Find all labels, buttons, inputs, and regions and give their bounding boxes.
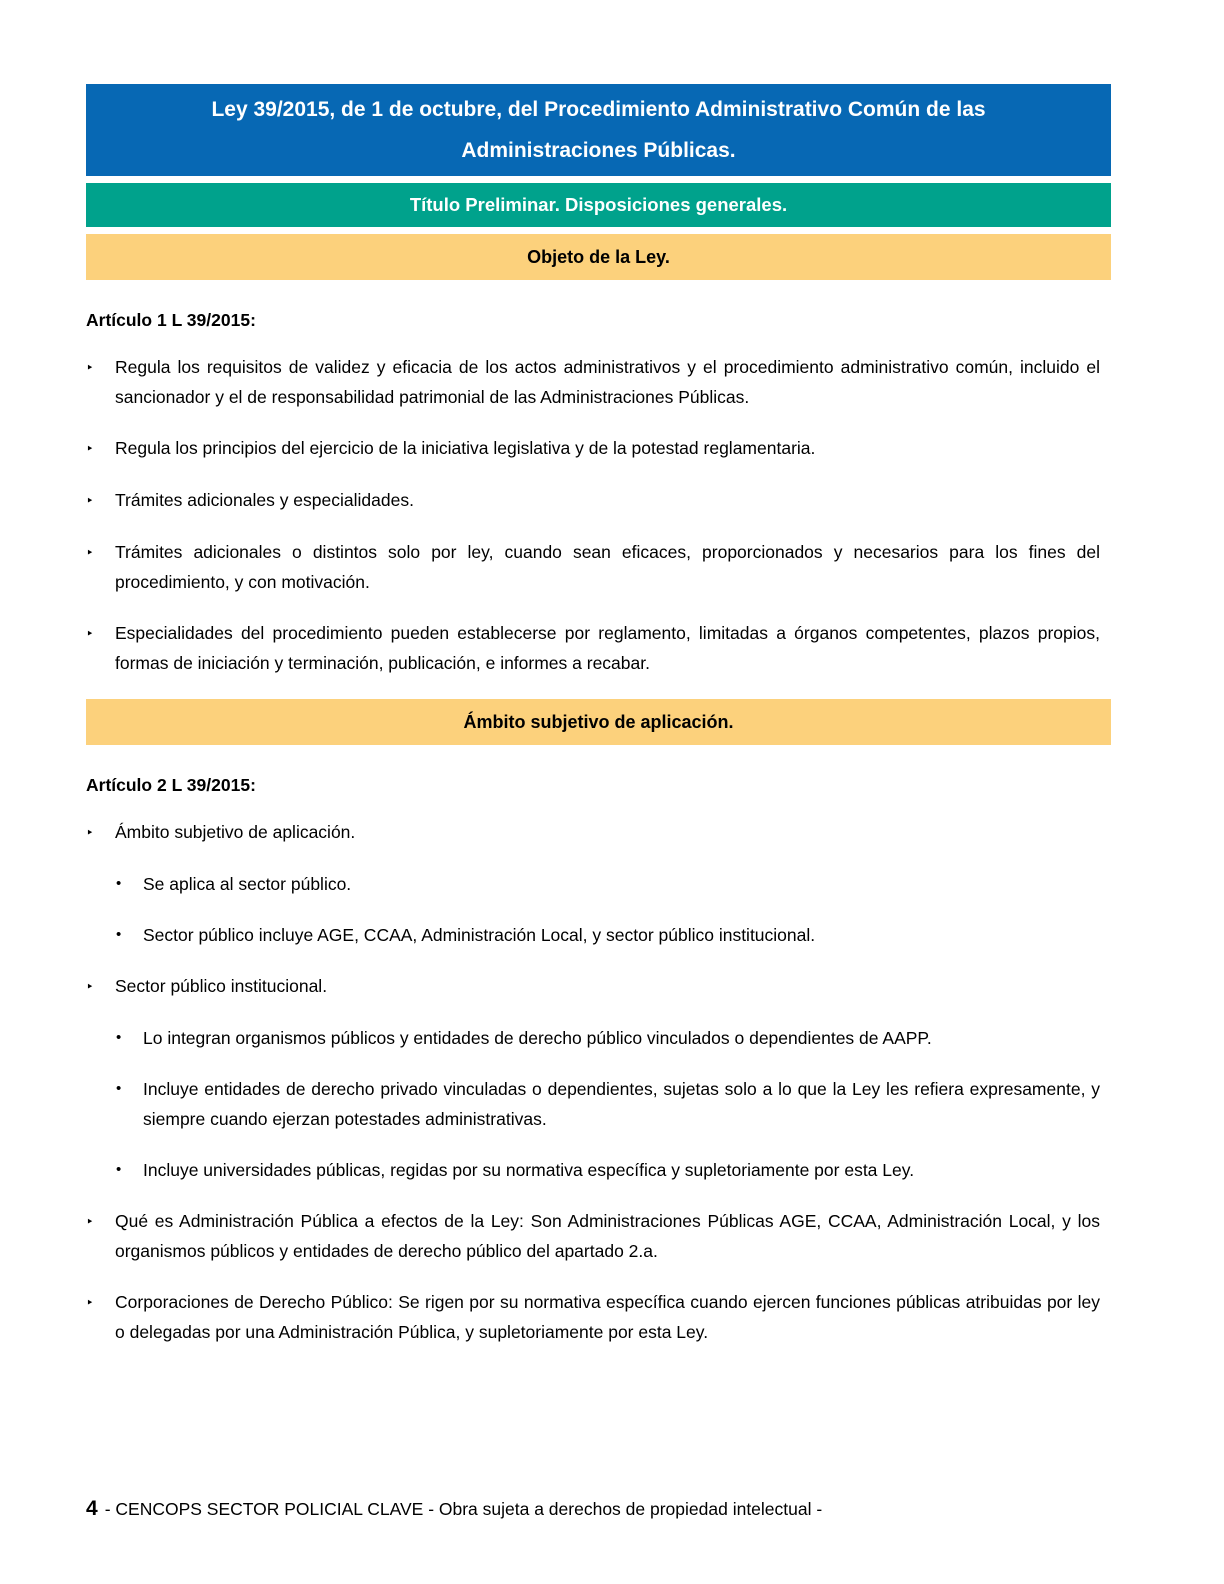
triangle-bullet-icon: ‣ xyxy=(86,825,94,840)
sub-bullet-text: Lo integran organismos públicos y entidades de derecho público vinculados o dependientes de AAPP. xyxy=(143,1028,932,1048)
bullet-text: Trámites adicionales o distintos solo por ley, cuando sean eficaces, proporcionados y necesarios para los fines del procedimiento, y con motivación. xyxy=(115,542,1100,592)
footer-text: - CENCOPS SECTOR POLICIAL CLAVE - Obra sujeta a derechos de propiedad intelectual - xyxy=(104,1499,823,1519)
bullet-text: Sector público institucional. xyxy=(115,976,328,996)
list-item xyxy=(86,1206,1100,1266)
list-item xyxy=(86,1287,1100,1347)
bullet-text: Regula los requisitos de validez y eficacia de los actos administrativos y el procedimiento administrativo común, incluido el sancionador y el de responsabilidad patrimonial de las Administraciones Públicas. xyxy=(115,357,1100,407)
triangle-bullet-icon: ‣ xyxy=(86,626,94,641)
law-title: Ley 39/2015, de 1 de octubre, del Procedimiento Administrativo Común de las Administraciones Públicas. xyxy=(211,98,986,162)
law-title-banner xyxy=(86,84,1111,176)
bullet-text: Qué es Administración Pública a efectos de la Ley: Son Administraciones Públicas AGE, CCAA, Administración Local, y los organismos públicos y entidades de derecho público del apartado 2.a. xyxy=(115,1211,1100,1261)
list-item xyxy=(86,485,1100,516)
triangle-bullet-icon: ‣ xyxy=(86,1214,94,1229)
sub-bullet-list xyxy=(86,1023,1100,1185)
triangle-bullet-icon: ‣ xyxy=(86,545,94,560)
list-item xyxy=(86,433,1100,464)
article1-heading: Artículo 1 L 39/2015: xyxy=(86,310,256,330)
dot-bullet-icon: • xyxy=(116,1161,122,1178)
objeto-de-la-ley-label: Objeto de la Ley. xyxy=(527,247,670,267)
dot-bullet-icon: • xyxy=(116,926,122,943)
sub-list-item xyxy=(116,920,1100,950)
triangle-bullet-icon: ‣ xyxy=(86,1295,94,1310)
triangle-bullet-icon: ‣ xyxy=(86,360,94,375)
triangle-bullet-icon: ‣ xyxy=(86,441,94,456)
ambito-subjetivo-banner xyxy=(86,699,1111,745)
list-item xyxy=(86,971,1100,1185)
triangle-bullet-icon: ‣ xyxy=(86,493,94,508)
sub-list-item xyxy=(116,1023,1100,1053)
article2-heading: Artículo 2 L 39/2015: xyxy=(86,775,256,795)
triangle-bullet-icon: ‣ xyxy=(86,979,94,994)
sub-bullet-text: Sector público incluye AGE, CCAA, Administración Local, y sector público institucional. xyxy=(143,925,816,945)
objeto-de-la-ley-banner xyxy=(86,234,1111,280)
ambito-subjetivo-label: Ámbito subjetivo de aplicación. xyxy=(463,712,734,732)
sub-bullet-text: Incluye entidades de derecho privado vinculadas o dependientes, sujetas solo a lo que la Ley les refiera expresamente, y siempre cuando ejerzan potestades administrativas. xyxy=(143,1079,1100,1129)
article2-bullet-list xyxy=(86,817,1111,1347)
sub-bullet-text: Se aplica al sector público. xyxy=(143,874,352,894)
bullet-text: Ámbito subjetivo de aplicación. xyxy=(115,822,356,842)
bullet-text: Corporaciones de Derecho Público: Se rigen por su normativa específica cuando ejercen funciones públicas atribuidas por ley o delegadas por una Administración Pública, y supletoriamente por esta Ley. xyxy=(115,1292,1100,1342)
list-item xyxy=(86,352,1100,412)
article1-bullet-list xyxy=(86,352,1111,678)
dot-bullet-icon: • xyxy=(116,1080,122,1097)
sub-bullet-list xyxy=(86,869,1100,950)
bullet-text: Trámites adicionales y especialidades. xyxy=(115,490,414,510)
titulo-preliminar-banner xyxy=(86,183,1111,227)
dot-bullet-icon: • xyxy=(116,1029,122,1046)
sub-list-item xyxy=(116,1074,1100,1134)
dot-bullet-icon: • xyxy=(116,875,122,892)
bullet-text: Especialidades del procedimiento pueden establecerse por reglamento, limitadas a órganos competentes, plazos propios, formas de iniciación y terminación, publicación, e informes a recabar. xyxy=(115,623,1100,673)
list-item xyxy=(86,618,1100,678)
bullet-text: Regula los principios del ejercicio de la iniciativa legislativa y de la potestad reglamentaria. xyxy=(115,438,816,458)
sub-bullet-text: Incluye universidades públicas, regidas por su normativa específica y supletoriamente por esta Ley. xyxy=(143,1160,915,1180)
titulo-preliminar-label: Título Preliminar. Disposiciones generales. xyxy=(409,194,788,215)
sub-list-item xyxy=(116,869,1100,899)
page-number: 4 xyxy=(86,1497,98,1520)
sub-list-item xyxy=(116,1155,1100,1185)
list-item xyxy=(86,817,1100,950)
list-item xyxy=(86,537,1100,597)
page-footer xyxy=(86,1496,822,1522)
